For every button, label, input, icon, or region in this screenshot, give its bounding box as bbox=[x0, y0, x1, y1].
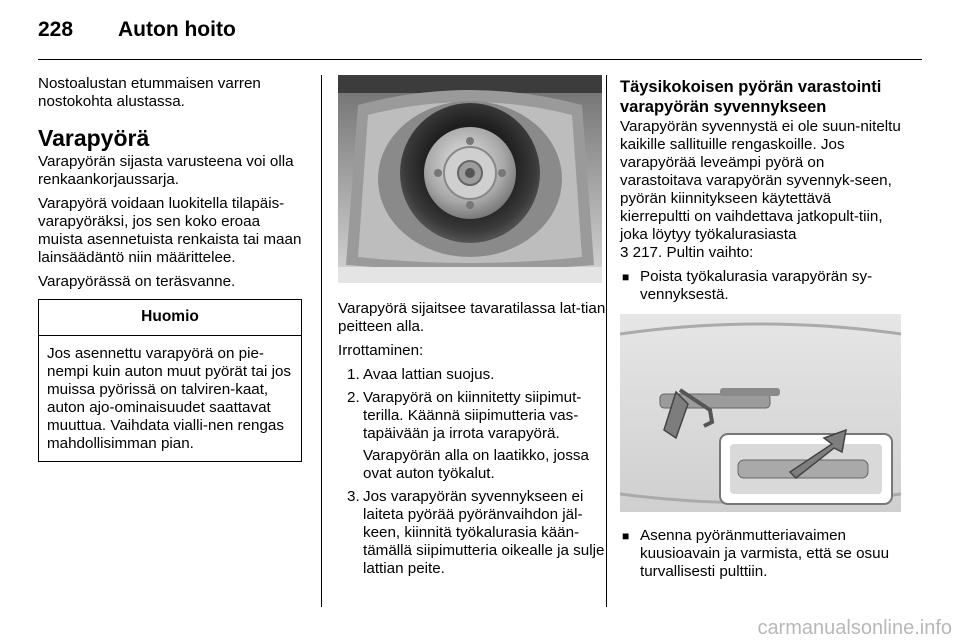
watermark: carmanualsonline.info bbox=[757, 617, 952, 639]
list-item: 1. Avaa lattian suojus. bbox=[347, 366, 495, 383]
paragraph-2: Varapyörä voidaan luokitella tilapäis-varapyöräksi, jos sen koko eroaa muista asennetuista renkaista tai maan lainsäädäntö niin määrittelee. bbox=[38, 195, 302, 266]
notice-box bbox=[38, 299, 302, 462]
removal-steps bbox=[338, 366, 606, 578]
bullet-list bbox=[620, 527, 905, 581]
bullet-list bbox=[620, 268, 905, 304]
step-note: Varapyörän alla on laatikko, jossa ovat auton työkalut. bbox=[363, 447, 589, 482]
intro-text: Nostoalustan etummaisen varren nostokohta alustassa. bbox=[38, 75, 261, 110]
column-divider-1 bbox=[321, 75, 322, 607]
list-item: 3. Jos varapyörän syvennykseen ei laiteta pyörää pyöränvaihdon jäl-keen, kiinnitä työkalurasia kään-tämällä siipimutteria oikealle ja sulje lattian peite. bbox=[347, 488, 605, 577]
spare-wheel-photo bbox=[338, 75, 602, 283]
notice-text: Jos asennettu varapyörä on pie-nempi kuin auton muut pyörät tai jos muissa pyörissä on talviren-kaat, auton ajo-ominaisuudet saattavat muuttua. Vaihdata vialli-nen rengas mahdollisimman pian. bbox=[47, 345, 291, 452]
page-title: Auton hoito bbox=[118, 18, 236, 41]
notice-title: Huomio bbox=[39, 300, 301, 336]
header-divider bbox=[38, 59, 922, 60]
remove-label: Irrottaminen: bbox=[338, 342, 424, 359]
subsection-heading: Täysikokoisen pyörän varastointi varapyörän syvennykseen bbox=[620, 78, 882, 116]
column-2 bbox=[338, 75, 606, 583]
photo-caption: Varapyörä sijaitsee tavaratilassa lat-tian peitteen alla. bbox=[338, 300, 606, 335]
column-divider-2 bbox=[606, 75, 607, 607]
bullet-icon: ■ bbox=[622, 270, 630, 284]
paragraph-1: Varapyörän sijasta varusteena voi olla renkaankorjaussarja. bbox=[38, 153, 294, 188]
list-item: 2. Varapyörä on kiinnitetty siipimut-terilla. Käännä siipimutteria vas-tapäivään ja irrota varapyörä. Varapyörän alla on laatikko, jossa ovat auton työkalut. bbox=[338, 389, 606, 483]
column-1 bbox=[38, 75, 306, 462]
section-heading: Varapyörä bbox=[38, 125, 150, 151]
paragraph-4: Varapyörän syvennystä ei ole suun-niteltu kaikille sallituille rengaskoille. Jos varapyörää leveämpi pyörä on varastoitava varapyörän syvennyk-seen, pyörän kiinnitykseen käytettävä kierrepultti on vaihdettava jatkopult-tiin, joka löytyy työkalurasiasta bbox=[620, 118, 901, 243]
paragraph-3: Varapyörässä on teräsvanne. bbox=[38, 273, 236, 290]
page-number: 228 bbox=[38, 18, 74, 41]
list-item: ■ Asenna pyöränmutteriavaimen kuusioavain ja varmista, että se osuu turvallisesti pulttiin. bbox=[622, 527, 890, 580]
page-reference: 3 217. Pultin vaihto: bbox=[620, 244, 754, 261]
column-3 bbox=[620, 75, 905, 587]
bullet-icon: ■ bbox=[622, 529, 630, 543]
page-header bbox=[38, 18, 236, 50]
toolbox-photo bbox=[620, 314, 901, 512]
list-item: ■ Poista työkalurasia varapyörän sy-vennyksestä. bbox=[622, 268, 873, 303]
